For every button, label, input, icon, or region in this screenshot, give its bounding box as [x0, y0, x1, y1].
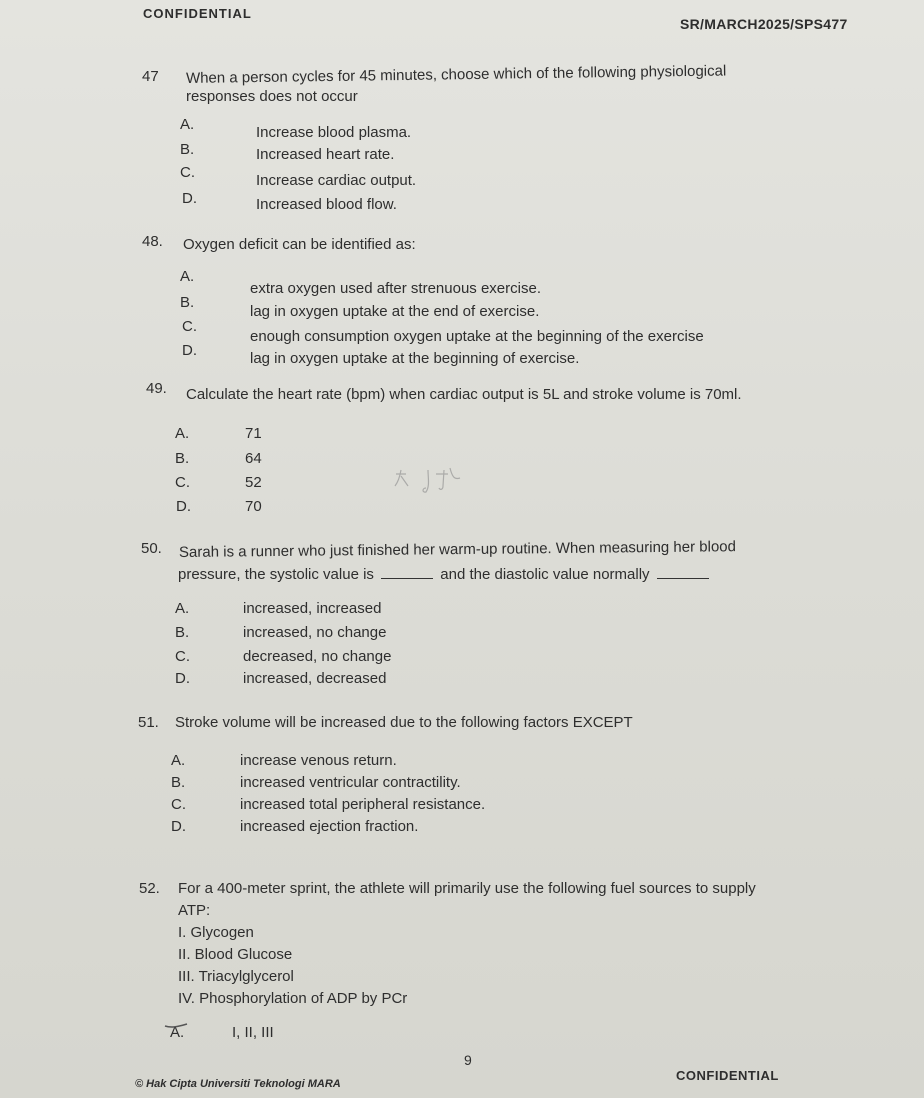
option-letter: C. — [182, 318, 197, 335]
option-text: 71 — [245, 425, 262, 442]
question-text: Calculate the heart rate (bpm) when cardiac output is 5L and stroke volume is 70ml. — [186, 386, 742, 403]
option-letter: B. — [180, 141, 195, 158]
option-text: increased, no change — [243, 624, 387, 641]
question-number: 52. — [139, 880, 160, 897]
question-text: ATP: — [178, 902, 211, 919]
option-letter: B. — [171, 774, 186, 791]
question-number: 50. — [141, 540, 162, 557]
option-letter: B. — [175, 450, 190, 467]
list-item: IV. Phosphorylation of ADP by PCr — [178, 990, 408, 1007]
option-text: Increased blood flow. — [256, 196, 397, 213]
option-text: Increase blood plasma. — [256, 124, 412, 141]
question-text: Oxygen deficit can be identified as: — [183, 236, 416, 253]
question-text: Stroke volume will be increased due to the following factors EXCEPT — [175, 714, 633, 731]
option-letter: D. — [175, 670, 190, 687]
option-text: increased ejection fraction. — [240, 818, 419, 835]
option-letter: B. — [175, 624, 190, 641]
option-text: 64 — [245, 450, 262, 467]
option-text: 70 — [245, 498, 262, 515]
option-text: lag in oxygen uptake at the end of exercise. — [250, 303, 540, 320]
list-item: III. Triacylglycerol — [178, 968, 294, 985]
option-text: increased, increased — [243, 600, 382, 617]
option-letter: A. — [175, 600, 190, 617]
footer-confidential: CONFIDENTIAL — [676, 1068, 779, 1083]
question-number: 48. — [142, 233, 163, 250]
option-letter: B. — [180, 294, 195, 311]
question-text-part: pressure, the systolic value is — [178, 566, 374, 583]
option-letter: D. — [182, 342, 197, 359]
question-text-part: and the diastolic value normally — [440, 566, 650, 583]
option-text: 52 — [245, 474, 262, 491]
option-letter: A. — [170, 1024, 185, 1041]
option-text: increased ventricular contractility. — [240, 774, 461, 791]
option-letter: C. — [175, 474, 190, 491]
page-number: 9 — [464, 1052, 472, 1068]
option-text: I, II, III — [232, 1024, 274, 1041]
option-letter: D. — [176, 498, 191, 515]
option-text: increased, decreased — [243, 670, 387, 687]
handwritten-mark-icon — [163, 1012, 193, 1030]
option-text: Increase cardiac output. — [256, 172, 417, 189]
option-text: increased total peripheral resistance. — [240, 796, 486, 813]
option-text: Increased heart rate. — [256, 146, 395, 163]
question-text: Sarah is a runner who just finished her warm-up routine. When measuring her blood — [178, 538, 737, 561]
question-text: responses does not occur — [186, 88, 358, 105]
option-letter: D. — [171, 818, 186, 835]
option-text: decreased, no change — [243, 648, 392, 665]
question-text: When a person cycles for 45 minutes, choose which of the following physiological — [185, 62, 727, 87]
option-letter: C. — [180, 164, 195, 181]
question-number: 51. — [138, 714, 159, 731]
question-number: 47 — [142, 68, 159, 85]
option-text: extra oxygen used after strenuous exercise. — [250, 280, 541, 297]
option-letter: D. — [182, 190, 197, 207]
option-letter: A. — [175, 425, 190, 442]
option-letter: A. — [180, 116, 195, 133]
copyright-notice: © Hak Cipta Universiti Teknologi MARA — [135, 1078, 341, 1090]
option-text: lag in oxygen uptake at the beginning of exercise. — [250, 350, 580, 367]
exam-code: SR/MARCH2025/SPS477 — [680, 16, 848, 32]
question-text: For a 400-meter sprint, the athlete will primarily use the following fuel sources to supply — [178, 880, 756, 897]
answer-blank — [381, 566, 433, 579]
option-letter: A. — [180, 268, 195, 285]
answer-blank — [657, 566, 709, 579]
list-item: II. Blood Glucose — [178, 946, 293, 963]
option-text: increase venous return. — [240, 752, 397, 769]
question-text-line2 — [178, 566, 712, 583]
option-letter: C. — [175, 648, 190, 665]
option-text: enough consumption oxygen uptake at the beginning of the exercise — [250, 328, 704, 345]
handwritten-scribble — [392, 466, 482, 496]
list-item: I. Glycogen — [178, 924, 254, 941]
question-number: 49. — [146, 380, 167, 397]
option-letter: C. — [171, 796, 186, 813]
header-confidential: CONFIDENTIAL — [143, 6, 252, 21]
option-letter: A. — [171, 752, 186, 769]
